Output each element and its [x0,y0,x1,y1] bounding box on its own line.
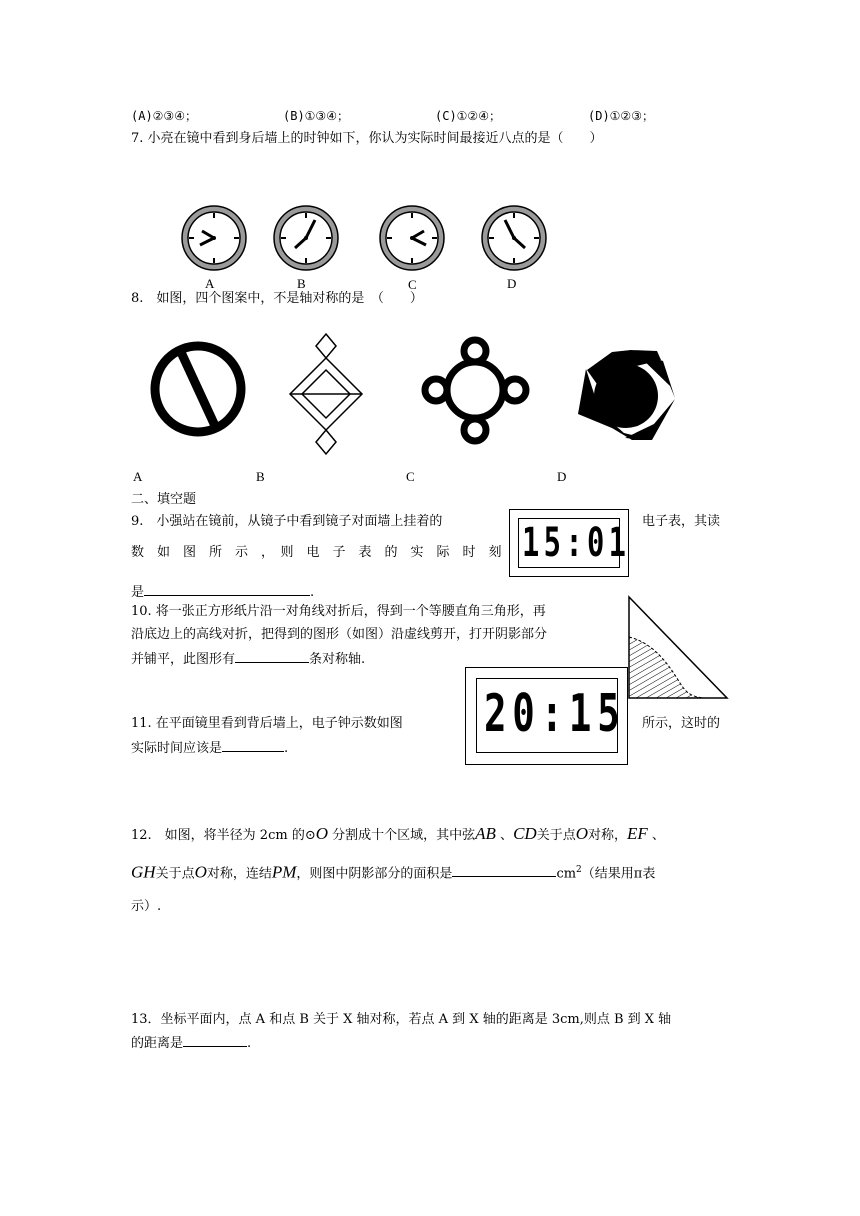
clock-d-icon [482,206,546,270]
figure-label-c: C [406,469,415,484]
q11-answer-blank[interactable] [222,739,284,752]
clock-label-a: A [205,276,215,291]
clock-label-b: B [297,276,306,291]
q13-answer-blank[interactable] [183,1034,247,1047]
q9-answer-blank[interactable] [144,583,310,596]
q10-line1: 10. 将一张正方形纸片沿一对角线对折后，得到一个等腰直角三角形，再 [131,604,546,619]
q12-answer-blank[interactable] [452,864,556,877]
section-title: 二、填空题 [131,492,197,507]
q9-line1: 9. 小强站在镜前，从镜子中看到镜子对面墙上挂着的 [131,514,443,529]
q9-line1-end: 电子表，其读 [642,514,721,529]
figure-a-icon [155,346,241,432]
option-d: (D)①②③； [588,109,654,123]
q11-clock [465,667,628,765]
clock-c-icon [380,206,444,270]
clock-label-d: D [507,276,517,291]
q11-digits: 20:15 [484,684,626,744]
figure-c-icon [425,340,526,441]
figure-label-a: A [133,469,143,484]
q7-question: 7. 小亮在镜中看到身后墙上的时钟如下，你认为实际时间最接近八点的是（ ） [131,131,603,146]
q10-line3: 并铺平，此图形有 条对称轴. [131,652,366,667]
q11-line2: 实际时间应该是 . [131,741,289,756]
clock-label-c: C [408,277,417,292]
q11-line1-end: 所示，这时的 [642,716,721,731]
q9-clock [509,509,629,577]
clock-b-icon [274,206,338,270]
q9-line3: 是 . [131,585,315,600]
q12-line3: 示）. [131,899,162,914]
q10-line2: 沿底边上的高线对折，把得到的图形（如图）沿虚线剪开，打开阴影部分 [131,627,548,642]
option-a: (A)②③④； [131,109,197,123]
figure-b-icon [290,334,362,454]
figure-d-icon [578,350,675,440]
q8-figures [0,330,860,490]
option-c: (C)①②④； [435,109,501,123]
q13-line1: 13．坐标平面内，点 A 和点 B 关于 X 轴对称，若点 A 到 X 轴的距离是 3cm,则点 B 到 X 轴 [131,1012,672,1027]
q11-line1: 11. 在平面镜里看到背后墙上，电子钟示数如图 [131,716,403,731]
option-b: (B)①③④； [283,109,349,123]
figure-label-d: D [557,469,567,484]
q13-line2: 的距离是 . [131,1036,252,1051]
q10-answer-blank[interactable] [235,650,309,663]
q12-line2: GH关于点O对称，连结PM，则图中阴影部分的面积是 $cm^2$（结果用π表 [131,862,656,882]
q9-digits: 15:01 [522,520,631,566]
q12-line1: 12. 如图，将半径为 2cm 的⊙O 分割成十个区域，其中弦AB 、CD关于点O对称，EF 、 [131,824,665,843]
figure-label-b: B [256,469,265,484]
q9-line2: 数 如 图 所 示 ， 则 电 子 表 的 实 际 时 刻 [131,545,502,560]
q8-question: 8. 如图，四个图案中，不是轴对称的是 （ ） [131,291,423,306]
q10-triangle-figure [624,595,734,705]
clock-a-icon [182,206,246,270]
